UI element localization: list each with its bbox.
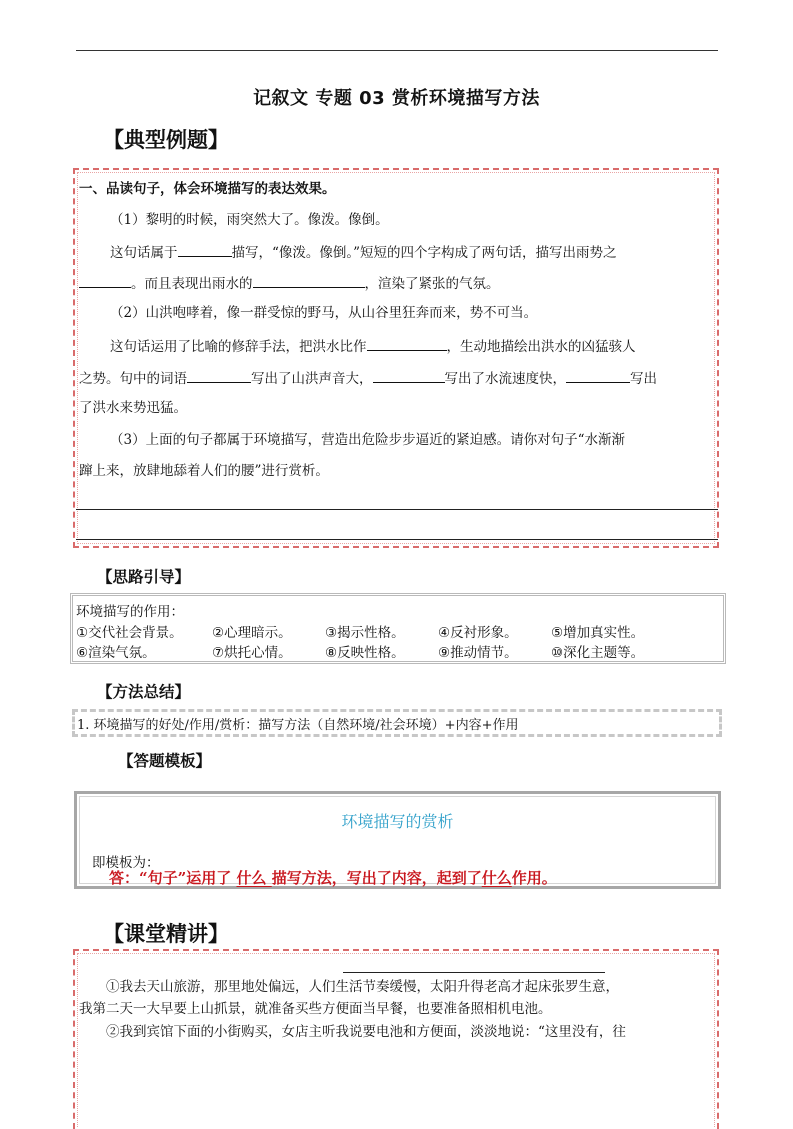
sentence-3: （3）上面的句子都属于环境描写，营造出危险步步逼近的紧迫感。请你对句子“水渐渐	[110, 432, 625, 448]
fill-blank-6[interactable]	[373, 369, 445, 383]
function-item: ⑦烘托心情。	[212, 645, 292, 661]
section-typical-examples: 【典型例题】	[103, 128, 229, 152]
answer-blank-what: 什么	[236, 869, 272, 887]
underline-mark	[343, 972, 605, 973]
fill-blank-1[interactable]	[178, 243, 232, 257]
question-line-4	[79, 369, 657, 387]
line-4-text-a: 之势。句中的词语	[79, 371, 187, 387]
answer-blank-function: 什么	[481, 869, 512, 887]
function-item: ①交代社会背景。	[76, 625, 183, 641]
fill-blank-7[interactable]	[566, 369, 630, 383]
template-title: 环境描写的赏析	[341, 812, 454, 831]
answer-suffix: 作用。	[511, 869, 557, 887]
function-item: ⑩深化主题等。	[551, 645, 645, 661]
sentence-2: （2）山洪咆哮着，像一群受惊的野马，从山谷里狂奔而来，势不可当。	[110, 305, 538, 321]
section-method-summary: 【方法总结】	[97, 683, 191, 701]
function-item: ③揭示性格。	[325, 625, 405, 641]
template-answer	[109, 867, 557, 888]
line-2-text-b: ，渲染了紧张的气氛。	[364, 276, 500, 292]
function-item: ⑥渲染气氛。	[76, 645, 156, 661]
question-line-5: 了洪水来势迅猛。	[79, 400, 187, 416]
answer-line-2[interactable]	[76, 539, 718, 540]
fill-blank-4[interactable]	[367, 337, 447, 351]
line-4-text-c: 写出了水流速度快，	[444, 371, 566, 387]
line-3-text-b: ，生动地描绘出洪水的凶猛骇人	[446, 339, 636, 355]
fill-blank-5[interactable]	[187, 369, 251, 383]
line-2-text-a: 。而且表现出雨水的	[131, 276, 253, 292]
answer-prefix: 答：“句子”运用了	[109, 869, 237, 887]
answer-template-box	[74, 791, 721, 889]
question-heading: 一、品读句子，体会环境描写的表达效果。	[79, 181, 336, 197]
document-title: 记叙文 专题 03 赏析环境描写方法	[253, 88, 540, 109]
method-summary-text: 1. 环境描写的好处/作用/赏析：描写方法（自然环境/社会环境）+内容+作用	[77, 718, 519, 733]
thinking-title: 环境描写的作用：	[76, 604, 184, 620]
fill-blank-2[interactable]	[79, 274, 131, 288]
line-1-text-b: 描写，“像泼。像倒。”短短的四个字构成了两句话，描写出雨势之	[231, 245, 617, 261]
fill-blank-3[interactable]	[253, 274, 365, 288]
thinking-row-1	[76, 621, 644, 641]
function-item: ⑧反映性格。	[325, 645, 405, 661]
question-line-3	[110, 337, 636, 355]
question-line-2	[79, 274, 500, 292]
section-thinking-guide: 【思路引导】	[97, 568, 191, 586]
passage-line-3: ②我到宾馆下面的小街购买，女店主听我说要电池和方便面，淡淡地说：“这里没有，往	[106, 1024, 626, 1040]
line-4-text-d: 写出	[630, 371, 657, 387]
answer-line-1[interactable]	[76, 509, 718, 510]
passage-line-2: 我第二天一大早要上山抓景，就准备买些方便面当早餐，也要准备照相机电池。	[79, 1001, 552, 1017]
function-item: ⑨推动情节。	[438, 645, 518, 661]
template-label: 即模板为：	[92, 855, 160, 871]
section-class-explanation: 【课堂精讲】	[103, 922, 229, 946]
thinking-row-2	[76, 641, 644, 661]
line-4-text-b: 写出了山洪声音大，	[251, 371, 373, 387]
section-answer-template: 【答题模板】	[118, 752, 212, 770]
question-line-1	[110, 243, 617, 261]
sentence-1: （1）黎明的时候，雨突然大了。像泼。像倒。	[110, 212, 389, 228]
question-line-6: 蹿上来，放肆地舔着人们的腰”进行赏析。	[79, 463, 329, 479]
answer-middle: 描写方法，写出了内容，起到了	[271, 869, 482, 887]
passage-line-1: ①我去天山旅游，那里地处偏远，人们生活节奏缓慢，太阳升得老高才起床张罗生意，	[106, 979, 619, 995]
line-3-text-a: 这句话运用了比喻的修辞手法，把洪水比作	[110, 339, 367, 355]
line-1-text-a: 这句话属于	[110, 245, 178, 261]
function-item: ⑤增加真实性。	[551, 625, 645, 641]
function-item: ④反衬形象。	[438, 625, 518, 641]
function-item: ②心理暗示。	[212, 625, 292, 641]
header-rule	[76, 50, 718, 51]
